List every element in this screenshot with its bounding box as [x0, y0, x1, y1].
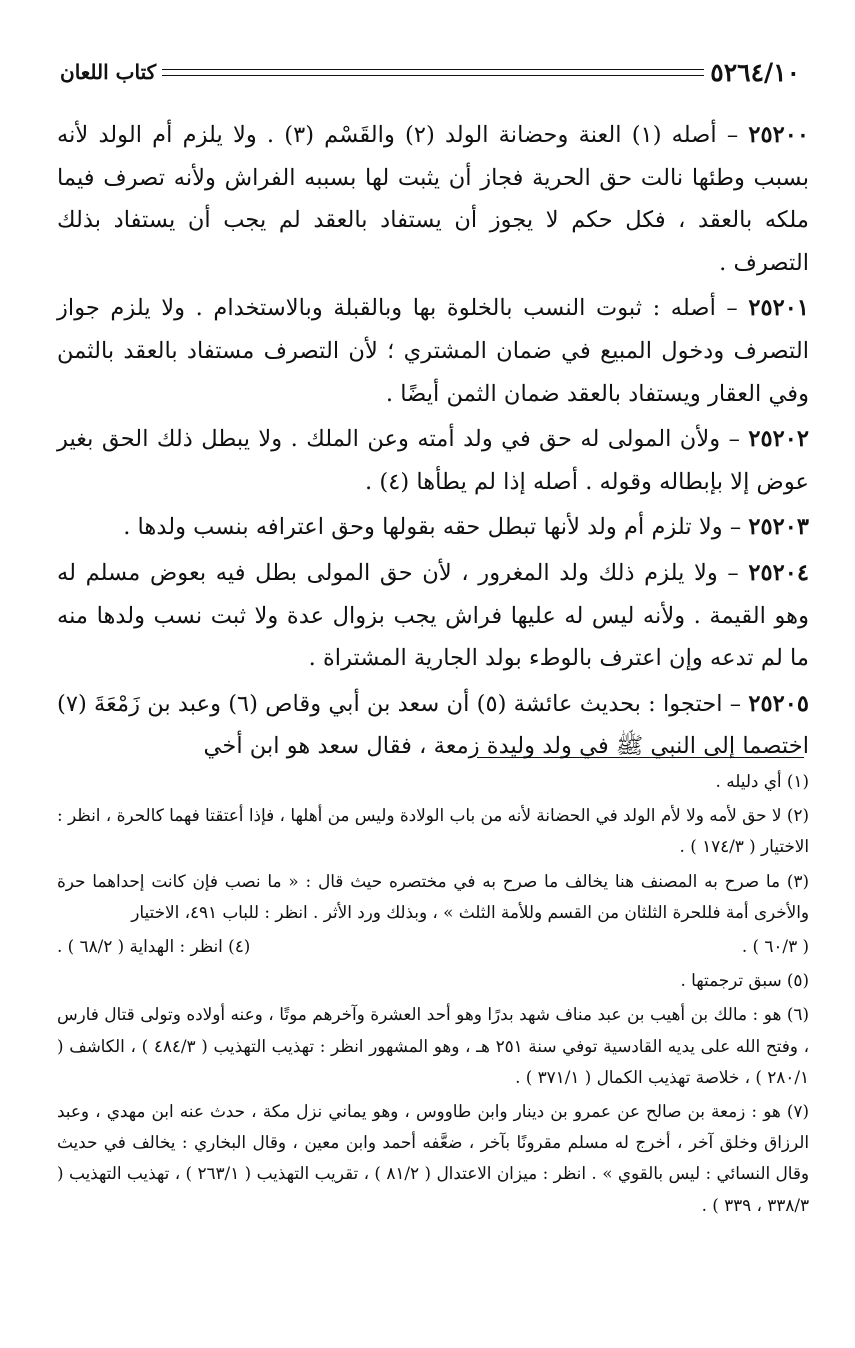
paragraph-25202	[57, 418, 809, 503]
paragraph-text: – ولا يلزم ذلك ولد المغرور ، لأن حق المولى بطل فيه بعوض مسلم له وهو القيمة . ولأنه ليس له عليها فراش يجب بزوال عدة ولا ثبت نسب ولدها منه ما لم تدعه وإن اعترف بالوطء بولد الجارية المشتراة .	[57, 559, 809, 672]
paragraph-text: – أصله (١) العنة وحضانة الولد (٢) والقَسْم (٣) . ولا يلزم أم الولد لأنه بسبب وطئها نالت حق الحرية فجاز أن يثبت لها بسببه الفراش ولأنه تصرف فيما ملكه بالعقد ، فكل حكم لا يجوز أن يستفاد بالعقد لم يجب أن يستفاد بذلك التصرف .	[57, 122, 809, 276]
footnote-1: (١) أي دليله .	[715, 771, 809, 791]
footnote-6: (٦) هو : مالك بن أهيب بن عبد مناف شهد بدرًا وهو أحد العشرة وآخرهم موتًا ، وعنه أولاده وتولى قتال فارس ، وفتح الله على يديه القادسية توفي سنة ٢٥١ هـ ، وهو المشهور انظر : تهذيب التهذيب ( ٤٨٤/٣ ) ، الكاشف ( ٢٨٠/١ ) ، خلاصة تهذيب الكمال ( ٣٧١/١ ) .	[57, 1004, 809, 1087]
footnote-4: (٤) انظر : الهداية ( ٦٨/٢ ) .	[57, 936, 251, 957]
footnotes	[57, 766, 809, 1224]
paragraph-25204	[57, 552, 809, 680]
paragraph-text: – ولا تلزم أم ولد لأنها تبطل حقه بقولها وحق اعترافه بنسب ولدها .	[123, 514, 749, 541]
paragraph-text: – أصله : ثبوت النسب بالخلوة بها وبالقبلة وبالاستخدام . ولا يلزم جواز التصرف ودخول المبيع في ضمان المشتري ؛ لأن التصرف مستفاد بالعقد بالثمن وفي العقار ويستفاد بالعقد ضمان الثمن أيضًا .	[57, 295, 809, 407]
footnote-7: (٧) هو : زمعة بن صالح عن عمرو بن دينار وابن طاووس ، وهو يماني نزل مكة ، حدث عنه ابن مهدي ، وعبد الرزاق وخلق آخر ، أخرج له مسلم مقرونًا بآخر ، ضعَّفه أحمد وابن معين ، وقال البخاري : يخالف في حديث وقال النسائي : ليس بالقوي » . انظر : ميزان الاعتدال ( ٨١/٢ ) ، تقريب التهذيب ( ٢٦٣/١ ) ، تهذيب التهذيب ( ٣٣٨/٣ ، ٣٣٩ ) .	[57, 1101, 809, 1215]
paragraph-number: ٢٥٢٠٤	[748, 559, 809, 586]
paragraph-25205	[57, 683, 809, 768]
paragraph-number: ٢٥٢٠١	[748, 295, 809, 322]
page-reference: ٥٢٦٤/١٠	[710, 57, 800, 87]
paragraph-text: – ولأن المولى له حق في ولد أمته وعن الملك . ولا يبطل ذلك الحق بغير عوض إلا بإبطاله وقوله . أصله إذا لم يطأها (٤) .	[57, 426, 809, 495]
footnote-3	[57, 866, 809, 928]
footnote-3-text: (٣) ما صرح به المصنف هنا يخالف ما صرح به في مختصره حيث قال : « ما نصب فإن كانت إحداهما حرة والأخرى أمة فللحرة الثلثان من القسم وللأمة الثلث » ، وبذلك ورد الأثر . انظر : للباب ٤٩١، الاختيار	[57, 870, 809, 922]
paragraph-25200	[57, 114, 809, 284]
chapter-title: كتاب اللعان	[60, 60, 157, 84]
paragraph-number: ٢٥٢٠٢	[748, 426, 809, 453]
paragraph-25203	[57, 506, 809, 549]
footnote-2: (٢) لا حق لأمه ولا لأم الولد في الحضانة لأنه من باب الولادة وليس من أهلها ، فإذا أعتقتا فهما كالحرة ، انظر : الاختيار ( ١٧٤/٣ ) .	[57, 805, 809, 857]
header-double-rule	[162, 69, 704, 76]
main-text	[57, 114, 809, 771]
paragraph-number: ٢٥٢٠٣	[748, 514, 809, 541]
footnote-3-end: ( ٦٠/٣ ) .	[741, 936, 809, 957]
footnote-separator	[477, 757, 804, 758]
paragraph-25201	[57, 287, 809, 415]
paragraph-text: – احتجوا : بحديث عائشة (٥) أن سعد بن أبي وقاص (٦) وعبد بن زَمْعَةَ (٧) اختصما إلى النبي ﷺ في ولد وليدة زمعة ، فقال سعد هو ابن أخي	[57, 690, 809, 760]
footnote-3-4-line	[57, 931, 809, 962]
paragraph-number: ٢٥٢٠٠	[748, 122, 809, 148]
page-header	[60, 52, 800, 92]
paragraph-number: ٢٥٢٠٥	[748, 690, 809, 717]
footnote-5: (٥) سبق ترجمتها .	[680, 970, 809, 991]
